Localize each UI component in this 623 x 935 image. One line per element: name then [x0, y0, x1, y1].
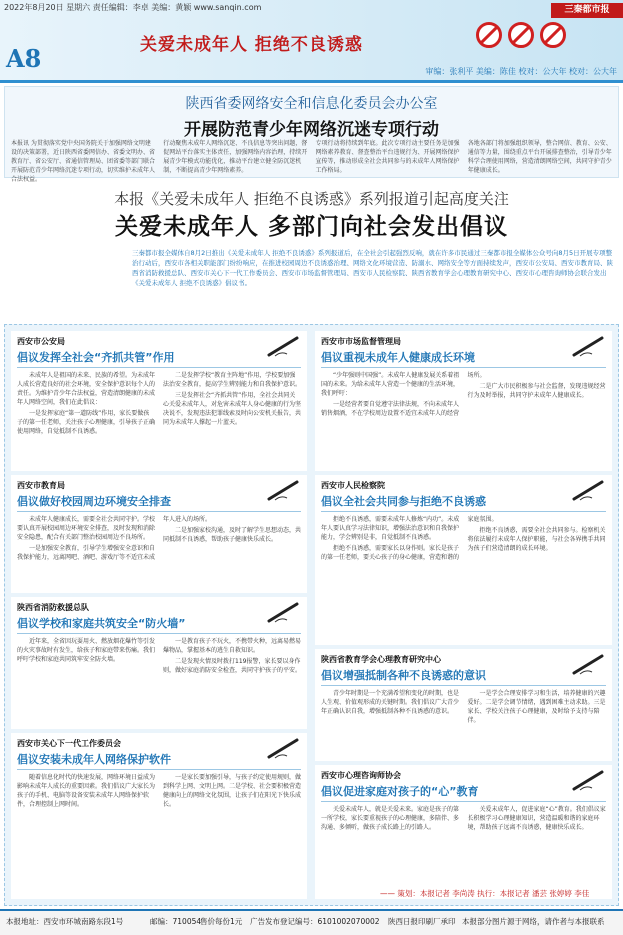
article-org: 西安市心理咨询师协会: [321, 771, 401, 780]
article-title: 倡议促进家庭对孩子的“心”教育: [321, 783, 606, 802]
article-title: 倡议重视未成年人健康成长环境: [321, 349, 606, 368]
article-org: 西安市教育局: [17, 481, 65, 490]
article-org: 陕西省教育学会心理教育研究中心: [321, 655, 441, 664]
footer-license: 广告发布登记编号：6101002070002: [250, 917, 380, 926]
articles-area: [4, 324, 619, 906]
article-card: [11, 475, 307, 593]
article-paragraph: 二是广大市民积极参与社会监督，发现违规经营行为及时举报，共同守护未成年人健康成长。: [467, 383, 606, 399]
article-paragraph: “少年强则中国强”。未成年人健康发展关系着祖国的未来。为给未成年人营造一个健康的生活环境，我们呼吁：: [321, 372, 460, 397]
article-body: [17, 371, 301, 471]
article-card: [11, 597, 307, 729]
article-paragraph: 随着信息化时代的快速发展，网络环境日益成为影响未成年人成长的重要因素。我们倡议广大家长为孩子的手机、电脑等设备安装未成年人网络保护软件，合理控制上网时间。: [17, 774, 156, 808]
article-paragraph: 一是发挥家庭“第一道防线”作用，家长要做孩子的第一任老师，关注孩子心理健康，引导孩子正确使用网络，自觉抵制不良诱惑。: [17, 410, 156, 435]
no-drinking-icon: [476, 22, 502, 48]
headline-kicker: 本报《关爱未成年人 拒绝不良诱惑》系列报道引起高度关注: [114, 190, 509, 208]
pen-icon: [572, 335, 606, 357]
article-paragraph: 关爱未成年人，促进家庭“心”教育。我们倡议家长积极学习心理健康知识，营造温暖和谐的家庭环境，帮助孩子远离不良诱惑，健康快乐成长。: [467, 806, 606, 831]
article-title: 倡议增强抵制各种不良诱惑的意识: [321, 667, 606, 686]
article-paragraph: 二是发挥学校“教育主阵地”作用，学校要加强法治安全教育，提高学生辨别能力和自我保护意识。: [163, 372, 302, 388]
date-line: 2022年8月20日 星期六 责任编辑：李卓 美编：黄颖 www.sanqin.com: [4, 3, 262, 12]
article-org: 西安市关心下一代工作委员会: [17, 739, 121, 748]
article-paragraph: 二是加强家校沟通，及时了解学生思想动态，共同抵制不良诱惑，帮助孩子健康快乐成长。: [163, 527, 302, 543]
pen-icon: [572, 479, 606, 501]
article-org: 西安市人民检察院: [321, 481, 385, 490]
article-body: [321, 371, 606, 471]
pen-icon: [267, 479, 301, 501]
top-news-title: 开展防范青少年网络沉迷专项行动: [184, 120, 439, 140]
footer-note: 本报部分图片源于网络，请作者与本报联系: [462, 917, 605, 926]
page-number: A8: [6, 44, 42, 73]
article-paragraph: 一是经营者要自觉遵守法律法规，不向未成年人销售烟酒，不在学校周边设置不适宜未成年人的经营场所。: [321, 372, 486, 417]
article-paragraph: 拒绝不良诱惑，需要家长以身作则。家长是孩子的第一任老师，要关心孩子的身心健康，营造和谐的家庭氛围。: [321, 516, 498, 561]
top-news-column: 各地各部门将加强组织领导，整合网信、教育、公安、通信等力量，围绕重点平台开展排查整治，引导青少年科学合理使用网络，营造清朗网络空间，共同守护青少年健康成长。: [467, 140, 612, 174]
planning-credits: —— 策划：本报记者 李尚涛 执行：本报记者 潘芸 张婷婷 李佳: [380, 889, 590, 898]
top-news-column: 专项行动将持续到年底。此次专项行动主要任务是加强网络素养教育、督查整治平台违规行为、开展网络保护宣传等，推动形成全社会共同参与的未成年人网络保护工作格局。: [315, 140, 460, 174]
lead-paragraph: 三秦都市报全媒体自8月2日推出《关爱未成年人 拒绝不良诱惑》系列报道后，在全社会引起强烈反响，就在许多市民通过三秦都市报全媒体公众号向8月5日开展专项整治行动后，西安市各相关职能部门纷纷响应，在推进校园周边不良诱惑治理、网络文化环境营造、防溺水、网络安全等方面持续发声，西安市公安局、西安市教育局、陕西省消防救援总队、西安市关心下一代工作委员会、西安市市场监督管理局、西安市人民检察院、陕西省教育学会心理教育研究中心、西安市心理咨询师协会联合发出《关爱未成年人 拒绝不良诱惑》倡议书。: [132, 249, 613, 287]
article-org: 西安市公安局: [17, 337, 65, 346]
top-news-box: [4, 86, 619, 183]
article-body: [17, 773, 301, 899]
footer-address: 本报地址：西安市环城南路东段1号: [6, 917, 124, 926]
footer-printer: 陕西日报印刷厂承印: [388, 917, 456, 926]
top-news-body: [11, 139, 612, 183]
masthead: [0, 0, 623, 80]
article-paragraph: 一是家长要加强引导，与孩子约定使用规则，做到科学上网、文明上网。二是学校、社会要积极营造健康向上的网络文化氛围，让孩子们在阳光下快乐成长。: [163, 774, 302, 808]
article-paragraph: 拒绝不良诱惑，需要全社会共同参与。检察机关将依法履行未成年人保护职能，与社会各界携手共同为孩子们营造清朗的成长环境。: [467, 527, 606, 552]
article-title: 倡议学校和家庭共筑安全“防火墙”: [17, 615, 301, 634]
pen-icon: [267, 737, 301, 759]
article-title: 倡议发挥全社会“齐抓共管”作用: [17, 349, 301, 368]
divider: [0, 80, 623, 83]
article-body: [17, 515, 301, 593]
article-body: [321, 689, 606, 761]
brand-logo: 三秦都市报: [551, 3, 623, 18]
article-card: [315, 765, 612, 899]
no-smoking-icon: [508, 22, 534, 48]
article-paragraph: 未成年人健康成长，需要全社会共同守护。学校要认真开展校园周边环境安全排查，及时发现和消除安全隐患，配合有关部门整治校园周边不良场所。: [17, 516, 156, 541]
footer-price: 售价每份1元: [200, 917, 243, 926]
article-org: 西安市市场监督管理局: [321, 337, 401, 346]
article-org: 陕西省消防救援总队: [17, 603, 89, 612]
top-news-column: 本报讯 为贯彻落实党中央国务院关于加强网络文明建设的决策部署，近日陕西省委网信办、省委文明办、省教育厅、省公安厅、省通信管理局、团省委等部门联合开展防范青少年网络沉迷专项行动，切实维护未成年人合法权益。: [11, 140, 156, 183]
page-slogan: 关爱未成年人 拒绝不良诱惑: [140, 35, 363, 55]
top-news-column: 行动聚焦未成年人网络沉迷、不良信息等突出问题，督促网站平台落实主体责任，加强网络内容治理，持续开展青少年模式功能优化，推动平台建立健全防沉迷机制，不断提高青少年网络素养。: [163, 140, 308, 174]
article-paragraph: 未成年人是祖国的未来、民族的希望。为未成年人成长营造良好的社会环境，安全保护意识每个人的责任。为维护青少年合法权益，营造清朗健康的未成年人网络空间，我们在此倡议：: [17, 372, 156, 406]
article-paragraph: 一是学会合理安排学习和生活，培养健康的兴趣爱好。二是学会调节情绪，遇到困难主动求助。三是家长、学校关注孩子心理健康，及时给予支持与陪伴。: [467, 690, 606, 724]
article-card: [11, 331, 307, 471]
article-card: [315, 475, 612, 645]
article-card: [315, 331, 612, 471]
page-footer: [0, 909, 623, 935]
article-paragraph: 二是发现火情及时拨打119报警，家长要以身作则，做好家庭消防安全检查，共同守护孩子的平安。: [163, 658, 302, 674]
article-body: [17, 637, 301, 729]
pen-icon: [572, 769, 606, 791]
pen-icon: [572, 653, 606, 675]
article-paragraph: 一是加强安全教育，引导学生增强安全意识和自我保护能力，远离网吧、酒吧、游戏厅等不适宜未成年人进入的场所。: [17, 516, 212, 561]
article-paragraph: 近年来，全省因玩耍用火、燃放烟花爆竹等引发的火灾事故时有发生，给孩子和家庭带来伤痛。我们呼吁学校和家庭共同筑牢安全防火墙。: [17, 638, 156, 663]
article-paragraph: 关爱未成年人，就是关爱未来。家庭是孩子的第一所学校，家长要重视孩子的心理健康，多陪伴、多沟通、多倾听，做孩子成长路上的引路人。: [321, 806, 460, 831]
article-card: [315, 649, 612, 761]
article-paragraph: 青少年时期是一个充满希望和变化的时期，也是人生观、价值观形成的关键时期。我们倡议广大青少年正确认识自我，增强抵制各种不良诱惑的意识。: [321, 690, 460, 715]
article-title: 倡议全社会共同参与拒绝不良诱惑: [321, 493, 606, 512]
top-news-org: 陕西省委网络安全和信息化委员会办公室: [185, 96, 438, 112]
article-card: [11, 733, 307, 899]
article-title: 倡议安装未成年人网络保护软件: [17, 751, 301, 770]
prohibition-icons: [476, 22, 566, 48]
article-body: [321, 805, 606, 899]
article-title: 倡议做好校园周边环境安全排查: [17, 493, 301, 512]
pen-icon: [267, 601, 301, 623]
pen-icon: [267, 335, 301, 357]
article-paragraph: 一是教育孩子不玩火，不携带火种，远离易燃易爆物品，掌握基本的逃生自救知识。: [163, 638, 302, 654]
no-game-icon: [540, 22, 566, 48]
article-body: [321, 515, 606, 645]
footer-postcode: 邮编：710054: [150, 917, 202, 926]
main-headline: 关爱未成年人 多部门向社会发出倡议: [114, 214, 508, 240]
editor-credits: 审编：张利平 美编：陈佳 校对：公大年 校对：公大年: [425, 67, 617, 76]
article-paragraph: 拒绝不良诱惑，需要未成年人修炼“内功”。未成年人要认真学习法律知识，增强法治意识和自我保护能力，学会辨别是非，自觉抵制不良诱惑。: [321, 516, 460, 541]
article-paragraph: 三是发挥社会“齐抓共管”作用，全社会共同关心关爱未成年人，对危害未成年人身心健康的行为坚决说不，发现违法犯罪线索及时向公安机关报告，共同为未成年人撑起一片蓝天。: [163, 392, 302, 426]
